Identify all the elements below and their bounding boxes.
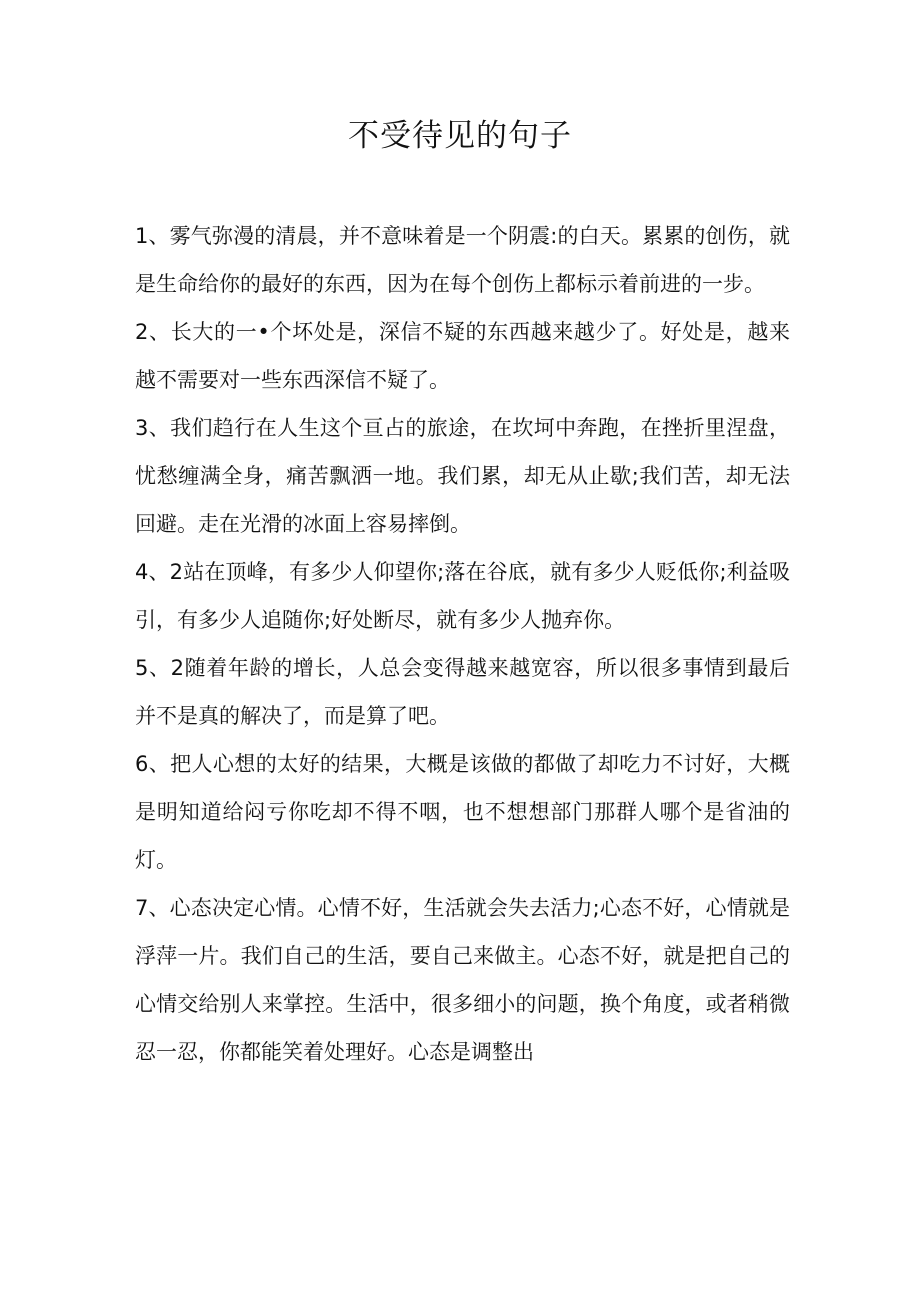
paragraph-6: 6、把人心想的太好的结果，大概是该做的都做了却吃力不讨好，大概是明知道给闷亏你吃却不得不咽，也不想想部门那群人哪个是省油的灯。 xyxy=(135,752,790,872)
paragraph-3: 3、我们趋行在人生这个亘占的旅途，在坎坷中奔跑，在挫折里涅盘，忧愁缠满全身，痛苦飘洒一地。我们累，却无从止歇;我们苦，却无法回避。走在光滑的冰面上容易摔倒。 xyxy=(135,416,790,536)
document-body xyxy=(135,212,790,1076)
paragraph-7: 7、心态决定心情。心情不好，生活就会失去活力;心态不好，心情就是浮萍一片。我们自己的生活，要自己来做主。心态不好，就是把自己的心情交给别人来掌控。生活中，很多细小的问题，换个角度，或者稍微忍一忍，你都能笑着处理好。心态是调整出 xyxy=(135,896,790,1064)
paragraph-4: 4、2站在顶峰，有多少人仰望你;落在谷底，就有多少人贬低你;利益吸引，有多少人追随你;好处断尽，就有多少人抛弃你。 xyxy=(135,560,790,632)
paragraph-5: 5、2随着年龄的增长，人总会变得越来越宽容，所以很多事情到最后并不是真的解决了，而是算了吧。 xyxy=(135,656,790,728)
paragraph-2: 2、长大的一•个坏处是，深信不疑的东西越来越少了。好处是，越来越不需要对一些东西深信不疑了。 xyxy=(135,320,790,392)
paragraph-1: 1、雾气弥漫的清晨，并不意味着是一个阴震:的白天。累累的创伤，就是生命给你的最好的东西，因为在每个创伤上都标示着前进的一步。 xyxy=(135,224,790,296)
document-title: 不受待见的句子 xyxy=(348,118,572,154)
